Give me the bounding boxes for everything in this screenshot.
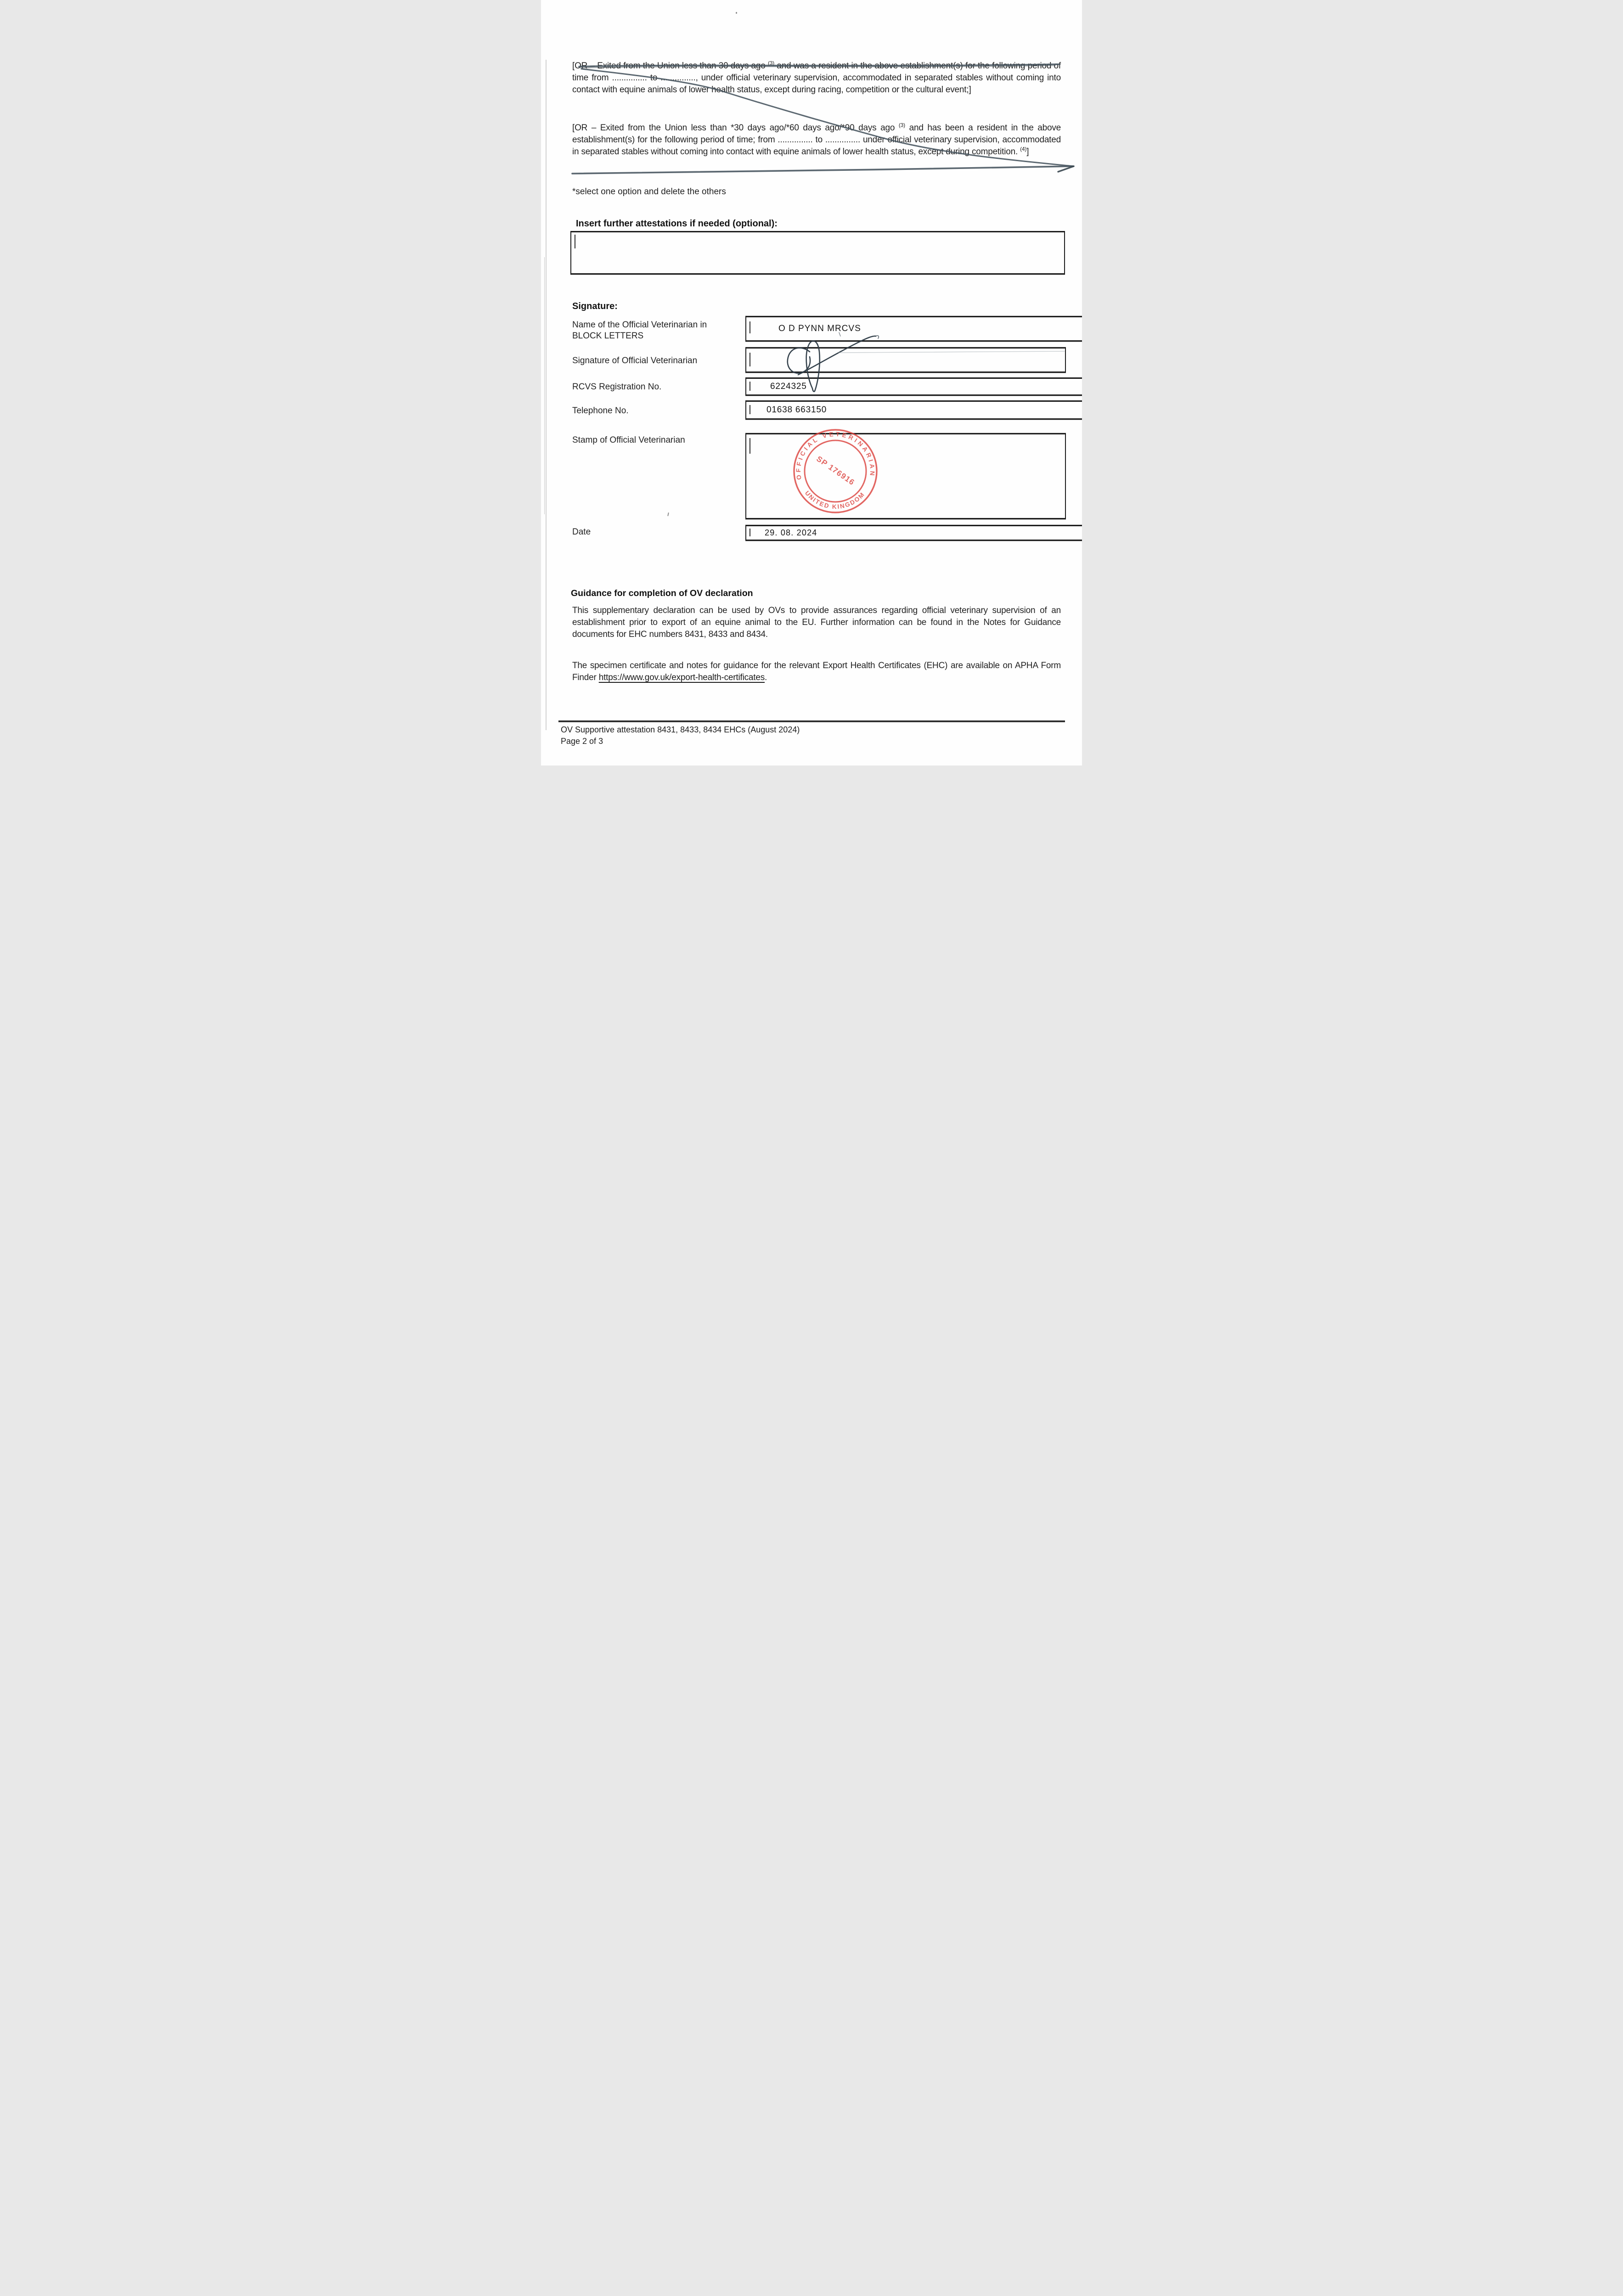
clause-text: [OR – Exited from the Union less than 30 days ago bbox=[572, 61, 768, 71]
guidance-paragraph-1: This supplementary declaration can be used by OVs to provide assurances regarding official veterinary supervision of an establishment prior to export of an equine animal to the EU. Further information can be found in the Notes for Guidance documents for EHC numbers 8431, 8433 and 8434. bbox=[572, 606, 1061, 639]
stamp-arc-bottom-text: UNITED KINGDOM bbox=[803, 490, 866, 511]
footer-divider bbox=[558, 720, 1065, 722]
further-attestations-box bbox=[570, 231, 1065, 275]
ov-signature-label: Signature of Official Veterinarian bbox=[572, 356, 698, 366]
footnote-ref-4: (4) bbox=[1020, 146, 1027, 152]
footnote-ref-3: (3) bbox=[768, 60, 775, 67]
clause-text: ] bbox=[1026, 147, 1029, 157]
scan-speck bbox=[736, 12, 737, 14]
scanned-document-page bbox=[541, 0, 1082, 765]
further-attestations-heading: Insert further attestations if needed (optional): bbox=[576, 219, 778, 229]
guidance-paragraph-2-text: The specimen certificate and notes for guidance for the relevant Export Health Certificates (EHC) are available on APHA Form Finder bbox=[572, 661, 1061, 682]
signature-section-heading: Signature: bbox=[572, 301, 618, 311]
ov-name-label bbox=[572, 320, 733, 342]
guidance-paragraph-2 bbox=[572, 660, 1061, 684]
telephone-label: Telephone No. bbox=[572, 406, 629, 416]
ov-name-label-line2: BLOCK LETTERS bbox=[572, 331, 644, 341]
date-value: 29. 08. 2024 bbox=[765, 528, 817, 537]
strikethrough-line-paragraph2 bbox=[572, 166, 1073, 174]
stamp-arc-top-text: OFFICIAL VETERINARIAN bbox=[795, 430, 876, 480]
telephone-field bbox=[745, 400, 1082, 420]
select-option-note: *select one option and delete the others bbox=[572, 187, 726, 197]
clause-text: and was a resident in the above establishment(s) for the following period of time from ............... to ..............., under official veterinary supervision, accommodated in separated stables without coming into contact with equine animals of lower health status, except during racing, competition or the cultural event;] bbox=[572, 61, 1061, 95]
telephone-value: 01638 663150 bbox=[766, 405, 827, 415]
stamp-label: Stamp of Official Veterinarian bbox=[572, 435, 685, 445]
ov-name-value: O D PYNN MRCVS bbox=[778, 324, 861, 333]
clause-exited-30-60-90-days bbox=[572, 122, 1061, 158]
rcvs-number-field bbox=[745, 377, 1082, 396]
scan-speck bbox=[667, 512, 669, 516]
ov-name-field bbox=[745, 316, 1082, 342]
rcvs-number-value: 6224325 bbox=[770, 382, 807, 391]
strikethrough-junction-mark bbox=[1058, 166, 1074, 172]
ov-signature-field bbox=[745, 347, 1066, 373]
scan-artifact-left-edge-line-2 bbox=[544, 257, 545, 514]
clause-text: [OR – Exited from the Union less than *30 days ago/*60 days ago/*90 days ago bbox=[572, 123, 899, 133]
clause-text: and has been a resident in the above establishment(s) for the following period of time; from ............... to ............... under official veterinary supervision, accommodated in separated stables without coming into contact with equine animals of lower health status, except during competition. bbox=[572, 123, 1061, 157]
footer-doc-reference: OV Supportive attestation 8431, 8433, 8434 EHCs (August 2024) bbox=[561, 725, 800, 734]
guidance-paragraph-2-period: . bbox=[765, 673, 767, 682]
date-field bbox=[745, 525, 1082, 541]
stamp-code-text: SP 176916 bbox=[815, 454, 857, 487]
clause-exited-30-days bbox=[572, 60, 1061, 96]
export-health-certificates-link[interactable]: https://www.gov.uk/export-health-certificates bbox=[598, 673, 765, 682]
date-label: Date bbox=[572, 527, 591, 537]
ov-name-label-line1: Name of the Official Veterinarian in bbox=[572, 320, 707, 330]
rcvs-number-label: RCVS Registration No. bbox=[572, 382, 662, 392]
guidance-heading: Guidance for completion of OV declaration bbox=[571, 588, 753, 598]
footer-page-number: Page 2 of 3 bbox=[561, 737, 603, 746]
footnote-ref-3: (3) bbox=[898, 122, 905, 129]
scan-artifact-left-edge-line bbox=[546, 60, 547, 730]
official-veterinarian-stamp bbox=[787, 423, 884, 519]
